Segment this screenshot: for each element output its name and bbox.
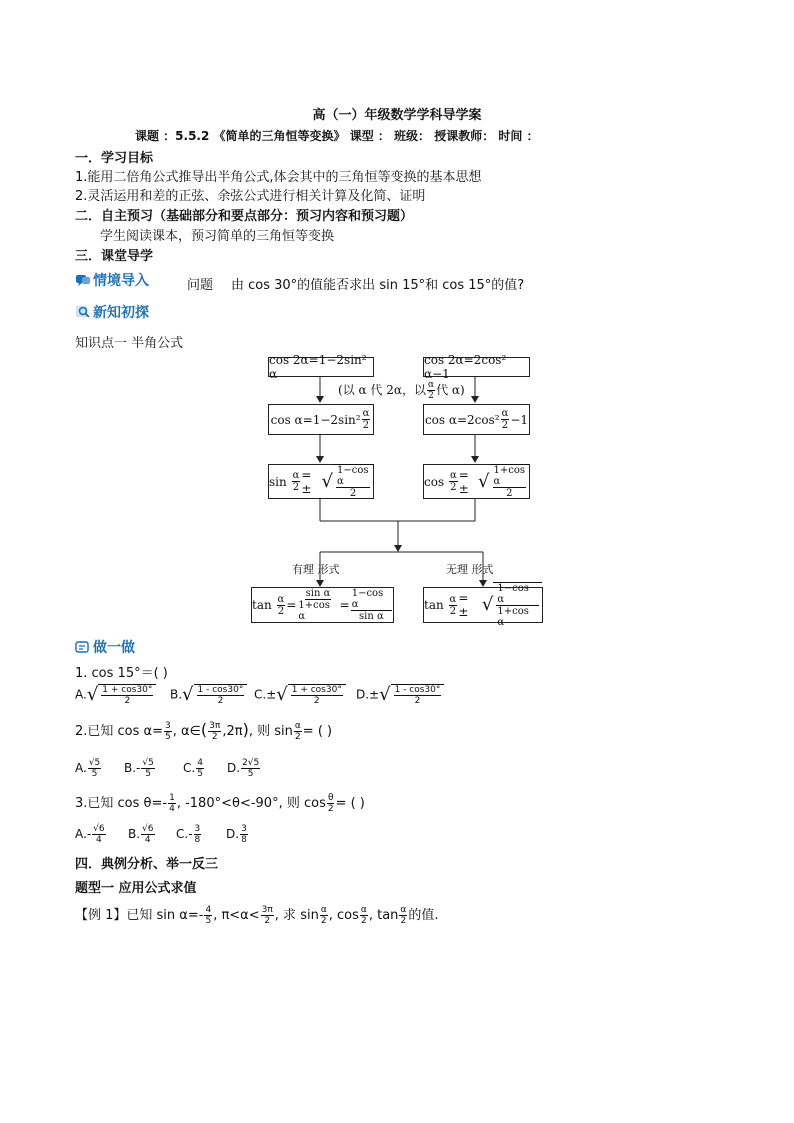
q1-option-d: D.± √ $\frac{1 - \cos 30^\circ}{2}$ — [356, 684, 444, 706]
section-heading-guide: 三．课堂导学 — [75, 249, 154, 264]
rational-form-label: 有理 形式 — [292, 563, 340, 576]
q3-option-c: C.- $\frac{3}{8}$ — [176, 824, 201, 845]
formula-box-sin-half: sin $\frac{\alpha}{2}$ = ± √ $\frac{\text{1−cos α}}{2}$ — [268, 464, 374, 499]
formula-box-cos2a-sin: cos 2α=1−2sin² α — [268, 357, 374, 377]
scenario-tag: 情境导入 — [75, 270, 149, 291]
section-heading-preview: 二．自主预习（基础部分和要点部分：预习内容和预习题） — [75, 209, 414, 224]
irrational-form-label: 无理 形式 — [446, 563, 494, 576]
formula-box-cos2a-cos: cos 2α=2cos² α−1 — [423, 357, 530, 377]
q3-option-d: D. $\frac{3}{8}$ — [226, 824, 247, 845]
formula-box-tan-rational: tan $\frac{\alpha}{2}$ = $\frac{\text{sin α}}{\text{1+cos α}}$ = $\frac{\text{1−cos α}}{\text{sin α}}$ — [251, 587, 394, 623]
q2-option-d: D. $\frac{2√5}{5}$ — [227, 758, 260, 779]
scenario-question: 由 cos 30°的值能否求出 sin 15°和 cos 15°的值? — [231, 278, 525, 293]
section-heading-goals: 一．学习目标 — [75, 151, 154, 166]
pencil-note-icon — [75, 640, 91, 654]
substitution-note: (以 α 代 2α，以 $\frac{\alpha}{2}$ 代 α) — [338, 380, 465, 401]
page-title: 高（一）年级数学学科导学案 — [312, 108, 482, 123]
question-3: 3.已知 cos θ=- $\frac{1}{4}$ , -180°<θ<-90°, 则 cos $\frac{\theta}{2}$ = ( ) — [75, 793, 365, 814]
question-type-1: 题型一 应用公式求值 — [75, 881, 197, 896]
q1-option-c: C.± √ $\frac{1 + \cos 30^\circ}{2}$ — [254, 684, 346, 706]
example-1: 【例 1】已知 sin α=- $\frac{4}{5}$ , π<α< $\frac{3\pi}{2}$ , 求 sin $\frac{\alpha}{2}$ , cos $\frac{\alpha}{2}$ , tan $\frac{\alpha}{2}$ 的值. — [75, 905, 439, 926]
formula-box-cosa-cos: cos α=2cos² $\frac{\alpha}{2}$ −1 — [423, 404, 530, 435]
question-2: 2.已知 cos α= $\frac{3}{5}$ , α∈( $\frac{3\pi}{2}$ ,2π), 则 sin $\frac{\alpha}{2}$ = ( ) — [75, 720, 333, 742]
q3-option-b: B. $\frac{√6}{4}$ — [128, 824, 154, 845]
section-heading-examples: 四．典例分析、举一反三 — [75, 857, 219, 872]
q1-option-a: A. √ $\frac{1 + \cos 30^\circ}{2}$ — [75, 684, 156, 706]
scenario-label: 问题 — [187, 278, 214, 293]
q2-option-a: A. $\frac{√5}{5}$ — [75, 758, 101, 779]
formula-box-cos-half: cos $\frac{\alpha}{2}$ = ± √ $\frac{\text{1+cos α}}{2}$ — [423, 464, 530, 499]
formula-box-tan-irrational: tan $\frac{\alpha}{2}$ = ± √ $\frac{\text{1−cos α}}{\text{1+cos α}}$ — [423, 587, 543, 623]
goal-2: 2.灵活运用和差的正弦、余弦公式进行相关计算及化简、证明 — [75, 189, 426, 204]
newknow-tag: 新知初探 — [75, 302, 149, 323]
formula-box-cosa-sin: cos α=1−2sin² $\frac{\alpha}{2}$ — [268, 404, 374, 435]
q2-option-c: C. $\frac{4}{5}$ — [183, 758, 203, 779]
q3-option-a: A.- $\frac{√6}{4}$ — [75, 824, 105, 845]
preview-text: 学生阅读课本，预习简单的三角恒等变换 — [100, 229, 335, 244]
q2-option-b: B.- $\frac{√5}{5}$ — [124, 758, 154, 779]
lesson-line: 课题 ：5.5.2 《简单的三角恒等变换》 课型 ： 班级： 授课教师： 时间 ： — [135, 129, 539, 143]
practice-tag: 做一做 — [75, 637, 135, 658]
goal-1: 1.能用二倍角公式推导出半角公式,体会其中的三角恒等变换的基本思想 — [75, 170, 482, 185]
q1-option-b: B. √ $\frac{1 - \cos 30^\circ}{2}$ — [170, 684, 247, 706]
knowledge-point-1: 知识点一 半角公式 — [75, 336, 184, 351]
question-1: 1. cos 15°＝( ) — [75, 666, 168, 681]
